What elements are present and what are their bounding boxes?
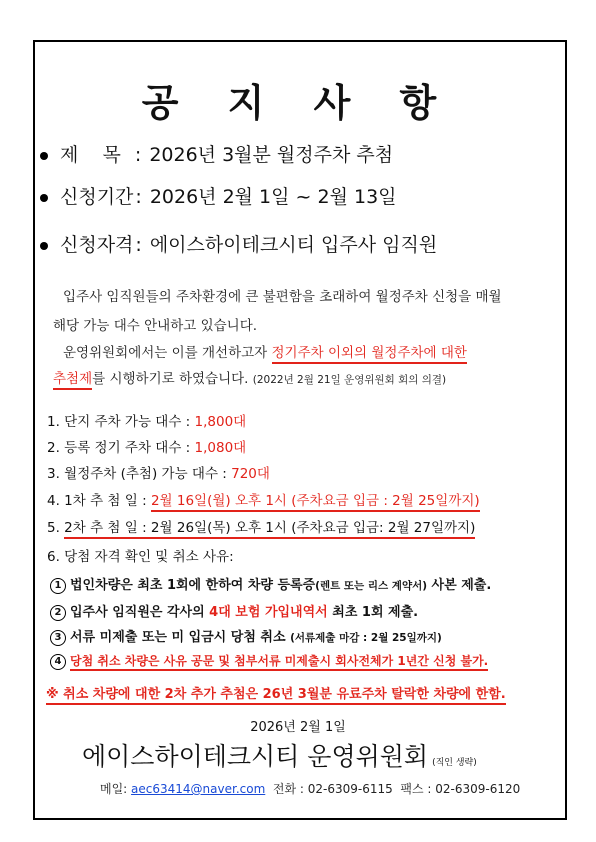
paragraph-line-4: 추첨제를 시행하기로 하였습니다. (2022년 2월 21일 운영위원회 회의 의결)	[53, 367, 446, 387]
subject-value: 2026년 3월분 월정주차 추첨	[149, 144, 394, 166]
eligibility-row: 신청자격 : 에이스하이테크시티 입주사 임직원	[40, 230, 437, 257]
sub-item-2: 2 입주사 임직원은 각사의 4대 보험 가입내역서 최초 1회 제출.	[50, 601, 418, 621]
highlight-lottery-text: 정기주차 이외의 월정주차에 대한	[272, 345, 467, 364]
subject-label: 제 목	[60, 144, 121, 166]
item-2: 2. 등록 정기 주차 대수 : 1,080대	[47, 440, 247, 456]
item-4: 4. 1차 추 첨 일 : 2월 16일(월) 오후 1시 (주차요금 입금 : 2월 25일까지)	[47, 489, 480, 509]
bullet-icon	[40, 152, 48, 160]
additional-lottery-note: ※ 취소 차량에 대한 2차 추가 추첨은 26년 3월분 유료주차 탈락한 차량에 한함.	[46, 683, 506, 702]
phone-fax: 전화 : 02-6309-6115 팩스 : 02-6309-6120	[265, 782, 521, 796]
period-row: 신청기간 : 2026년 2월 1일 ~ 2월 13일	[40, 182, 397, 209]
sub-item-3: 3 서류 미제출 또는 미 입금시 당첨 취소 (서류제출 마감 : 2월 25일까지)	[50, 626, 442, 646]
eligibility-label: 신청자격	[60, 234, 134, 256]
bullet-icon	[40, 242, 48, 250]
item-6: 6. 당첨 자격 확인 및 취소 사유:	[47, 549, 234, 565]
sub-item-4: 4 당첨 취소 차량은 사유 공문 및 첨부서류 미제출시 회사전체가 1년간 신청 불가.	[50, 652, 488, 670]
notice-title: 공 지 사 항	[141, 81, 455, 125]
organization-name: 에이스하이테크시티 운영위원회 (직인 생략)	[82, 742, 477, 771]
contact-line: 메일: aec63414@naver.com 전화 : 02-6309-6115 팩스 : 02-6309-6120	[100, 782, 521, 796]
item-5: 5. 2차 추 첨 일 : 2월 26일(목) 오후 1시 (주차요금 입금: 2월 27일까지)	[47, 516, 475, 536]
period-label: 신청기간	[60, 186, 134, 208]
item-3: 3. 월정주차 (추첨) 가능 대수 : 720대	[47, 466, 270, 482]
notice-date: 2026년 2월 1일	[250, 720, 346, 735]
paragraph-line-2: 해당 가능 대수 안내하고 있습니다.	[53, 318, 258, 334]
paragraph-line-1: 입주사 임직원들의 주차환경에 큰 불편함을 초래하여 월정주차 신청을 매월	[63, 289, 502, 305]
subject-row: 제 목 : 2026년 3월분 월정주차 추첨	[40, 140, 393, 167]
period-value: 2026년 2월 1일 ~ 2월 13일	[149, 186, 397, 208]
paragraph-line-3: 운영위원회에서는 이를 개선하고자 정기주차 이외의 월정주차에 대한	[63, 341, 467, 361]
highlight-lottery-system: 추첨제	[53, 371, 92, 390]
email-link[interactable]: aec63414@naver.com	[131, 782, 266, 796]
item-1: 1. 단지 주차 가능 대수 : 1,800대	[47, 414, 247, 430]
resolution-note: (2022년 2월 21일 운영위원회 회의 의결)	[252, 374, 447, 386]
seal-note: (직인 생략)	[432, 758, 477, 768]
eligibility-value: 에이스하이테크시티 입주사 임직원	[149, 234, 438, 256]
bullet-icon	[40, 194, 48, 202]
sub-item-1: 1 법인차량은 최초 1회에 한하여 차량 등록증(렌트 또는 리스 계약서) 사본 제출.	[50, 574, 491, 594]
